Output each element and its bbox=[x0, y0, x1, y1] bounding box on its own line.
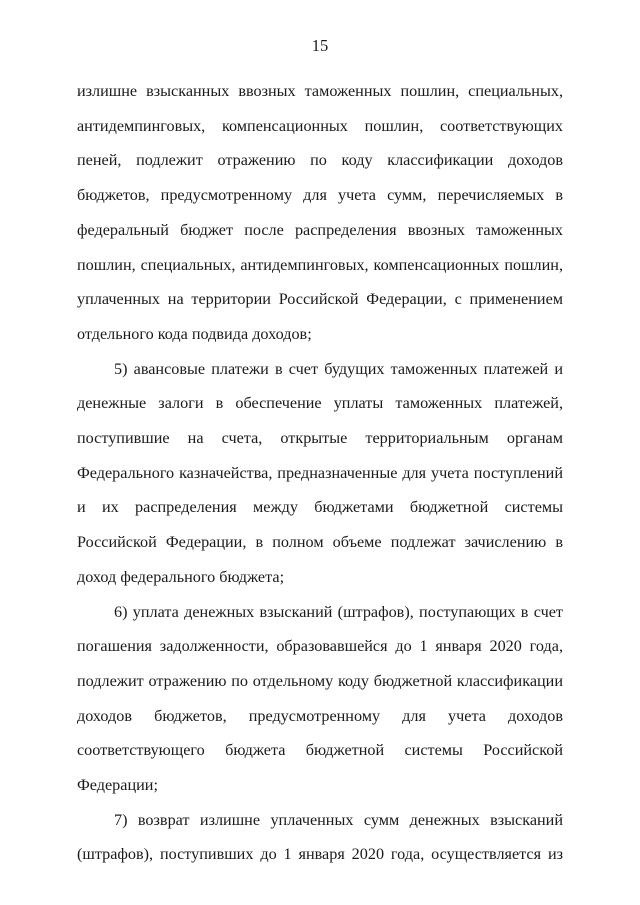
paragraph-item-6: 6) уплата денежных взысканий (штрафов), поступающих в счет погашения задолженности, образовавшейся до 1 января 2020 года, подлежит отражению по отдельному коду бюджетной классификации доходов бюджетов, предусмотренному для учета доходов соответствующего бюджета бюджетной системы Российской Федерации; bbox=[77, 602, 563, 795]
page-number: 15 bbox=[311, 36, 329, 55]
paragraph-item-5: 5) авансовые платежи в счет будущих таможенных платежей и денежные залоги в обеспечение уплаты таможенных платежей, поступившие на счета, открытые территориальным органам Федерального казначейства, предназначенные для учета поступлений и их распределения между бюджетами бюджетной системы Российской Федерации, в полном объеме подлежат зачислению в доход федерального бюджета; bbox=[77, 359, 563, 586]
paragraph-item-7: 7) возврат излишне уплаченных сумм денежных взысканий (штрафов), поступивших до 1 января 2020 года, осуществляется из bbox=[77, 810, 563, 864]
paragraph-continuation: излишне взысканных ввозных таможенных пошлин, специальных, антидемпинговых, компенсационных пошлин, соответствующих пеней, подлежит отражению по коду классификации доходов бюджетов, предусмотренному для учета сумм, перечисляемых в федеральный бюджет после распределения ввозных таможенных пошлин, специальных, антидемпинговых, компенсационных пошлин, уплаченных на территории Российской Федерации, с применением отдельного кода подвида доходов; bbox=[77, 82, 563, 343]
document-body bbox=[77, 74, 563, 872]
